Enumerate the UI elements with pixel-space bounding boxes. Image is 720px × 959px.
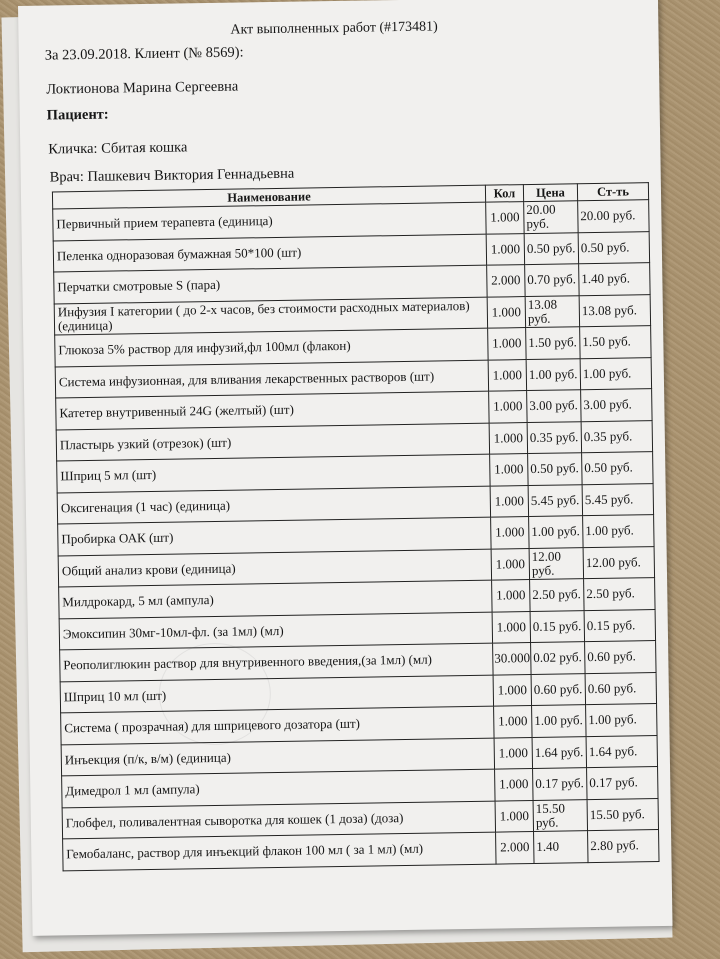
row-name-cell: Первичный прием терапевта (единица) <box>53 202 486 240</box>
row-price-cell: 1.00 руб. <box>532 705 586 737</box>
row-price-cell: 0.17 руб. <box>533 768 587 800</box>
row-total-cell: 12.00 руб. <box>583 546 654 579</box>
row-name-cell: Глобфел, поливалентная сыворотка для кошек (1 доза) (доза) <box>62 801 495 839</box>
row-qty-cell: 2.000 <box>487 265 525 297</box>
row-total-cell: 0.35 руб. <box>581 420 652 453</box>
row-total-cell: 1.00 руб. <box>583 515 654 548</box>
row-total-cell: 0.50 руб. <box>578 231 649 264</box>
row-qty-cell: 2.000 <box>496 832 534 864</box>
row-qty-cell: 1.000 <box>486 202 524 234</box>
row-price-cell: 13.08 руб. <box>525 295 579 327</box>
row-price-cell: 0.70 руб. <box>525 264 579 296</box>
header-name: Наименование <box>52 185 485 209</box>
row-qty-cell: 1.000 <box>491 548 529 580</box>
row-price-cell: 20.00 руб. <box>524 201 578 233</box>
row-qty-cell: 1.000 <box>494 706 532 738</box>
row-price-cell: 0.50 руб. <box>524 232 578 264</box>
row-price-cell: 0.35 руб. <box>527 421 581 453</box>
row-price-cell: 1.64 руб. <box>532 736 586 768</box>
row-name-cell: Инфузия I категории ( до 2-х часов, без стоимости расходных материалов) (единица) <box>54 297 487 335</box>
row-total-cell: 0.60 руб. <box>585 672 656 705</box>
row-qty-cell: 1.000 <box>489 391 527 423</box>
row-price-cell: 3.00 руб. <box>527 390 581 422</box>
row-qty-cell: 1.000 <box>495 800 533 832</box>
row-name-cell: Глюкоза 5% раствор для инфузий,фл 100мл (флакон) <box>55 328 488 366</box>
row-name-cell: Пластырь узкий (отрезок) (шт) <box>56 423 489 461</box>
row-name-cell: Димедрол 1 мл (ампула) <box>62 769 495 807</box>
row-name-cell: Эмоксипин 30мг-10мл-фл. (за 1мл) (мл) <box>59 612 492 650</box>
row-name-cell: Милдрокард, 5 мл (ампула) <box>59 580 492 618</box>
header-qty: Кол <box>485 185 523 203</box>
row-total-cell: 0.60 руб. <box>585 641 656 674</box>
header-price: Цена <box>523 184 577 202</box>
row-price-cell: 1.50 руб. <box>526 327 580 359</box>
row-name-cell: Гемобаланс, раствор для инъекций флакон 100 мл ( за 1 мл) (мл) <box>63 832 496 870</box>
row-total-cell: 13.08 руб. <box>579 294 650 327</box>
row-qty-cell: 30.000 <box>493 643 531 675</box>
row-qty-cell: 1.000 <box>495 769 533 801</box>
row-qty-cell: 1.000 <box>494 737 532 769</box>
row-total-cell: 5.45 руб. <box>582 483 653 516</box>
row-name-cell: Перчатки смотровые S (пара) <box>54 265 487 303</box>
row-qty-cell: 1.000 <box>488 328 526 360</box>
row-price-cell: 5.45 руб. <box>528 484 582 516</box>
row-total-cell: 2.80 руб. <box>588 830 659 863</box>
row-price-cell: 0.50 руб. <box>528 453 582 485</box>
row-price-cell: 2.50 руб. <box>530 579 584 611</box>
doctor-line: Врач: Пашкевич Виктория Геннадьевна <box>49 165 295 186</box>
row-qty-cell: 1.000 <box>488 359 526 391</box>
row-qty-cell: 1.000 <box>489 422 527 454</box>
row-name-cell: Система ( прозрачная) для шприцевого дозатора (шт) <box>61 706 494 744</box>
row-name-cell: Катетер внутривенный 24G (желтый) (шт) <box>56 391 489 429</box>
row-name-cell: Пробирка ОАК (шт) <box>58 517 491 555</box>
row-qty-cell: 1.000 <box>490 454 528 486</box>
row-qty-cell: 1.000 <box>492 580 530 612</box>
row-price-cell: 0.15 руб. <box>530 610 584 642</box>
row-price-cell: 0.02 руб. <box>531 642 585 674</box>
row-total-cell: 20.00 руб. <box>578 200 649 233</box>
services-table <box>52 182 660 871</box>
row-name-cell: Реополиглюкин раствор для внутривенного введения,(за 1мл) (мл) <box>60 643 493 681</box>
client-name: Локтионова Марина Сергеевна <box>46 78 239 98</box>
header-total: Ст-ть <box>577 183 648 201</box>
row-price-cell: 12.00 руб. <box>529 547 583 579</box>
row-total-cell: 1.64 руб. <box>586 735 657 768</box>
row-total-cell: 1.40 руб. <box>579 263 650 296</box>
row-qty-cell: 1.000 <box>490 485 528 517</box>
row-name-cell: Шприц 5 мл (шт) <box>57 454 490 492</box>
row-total-cell: 0.15 руб. <box>584 609 655 642</box>
row-name-cell: Оксигенация (1 час) (единица) <box>57 486 490 524</box>
row-qty-cell: 1.000 <box>492 611 530 643</box>
row-price-cell: 1.40 <box>534 831 588 863</box>
row-qty-cell: 1.000 <box>487 296 525 328</box>
row-name-cell: Система инфузионная, для вливания лекарственных растворов (шт) <box>55 360 488 398</box>
row-qty-cell: 1.000 <box>486 233 524 265</box>
document-sheet <box>18 0 673 936</box>
row-price-cell: 15.50 руб. <box>533 799 587 831</box>
patient-label: Пациент: <box>46 106 109 124</box>
row-total-cell: 2.50 руб. <box>584 578 655 611</box>
row-price-cell: 1.00 руб. <box>526 358 580 390</box>
row-total-cell: 3.00 руб. <box>581 389 652 422</box>
row-name-cell: Инъекция (п/к, в/м) (единица) <box>61 738 494 776</box>
row-total-cell: 0.17 руб. <box>587 767 658 800</box>
row-total-cell: 15.50 руб. <box>587 798 658 831</box>
row-total-cell: 1.00 руб. <box>580 357 651 390</box>
row-total-cell: 0.50 руб. <box>582 452 653 485</box>
document-title: Акт выполненных работ (#173481) <box>230 19 438 38</box>
row-qty-cell: 1.000 <box>493 674 531 706</box>
row-price-cell: 1.00 руб. <box>529 516 583 548</box>
date-client-line: За 23.09.2018. Клиент (№ 8569): <box>44 44 244 64</box>
nickname-line: Кличка: Сбитая кошка <box>48 139 188 158</box>
row-name-cell: Шприц 10 мл (шт) <box>60 675 493 713</box>
row-name-cell: Общий анализ крови (единица) <box>58 549 491 587</box>
row-qty-cell: 1.000 <box>491 517 529 549</box>
row-price-cell: 0.60 руб. <box>531 673 585 705</box>
row-total-cell: 1.50 руб. <box>580 326 651 359</box>
row-total-cell: 1.00 руб. <box>586 704 657 737</box>
row-name-cell: Пеленка одноразовая бумажная 50*100 (шт) <box>53 234 486 272</box>
